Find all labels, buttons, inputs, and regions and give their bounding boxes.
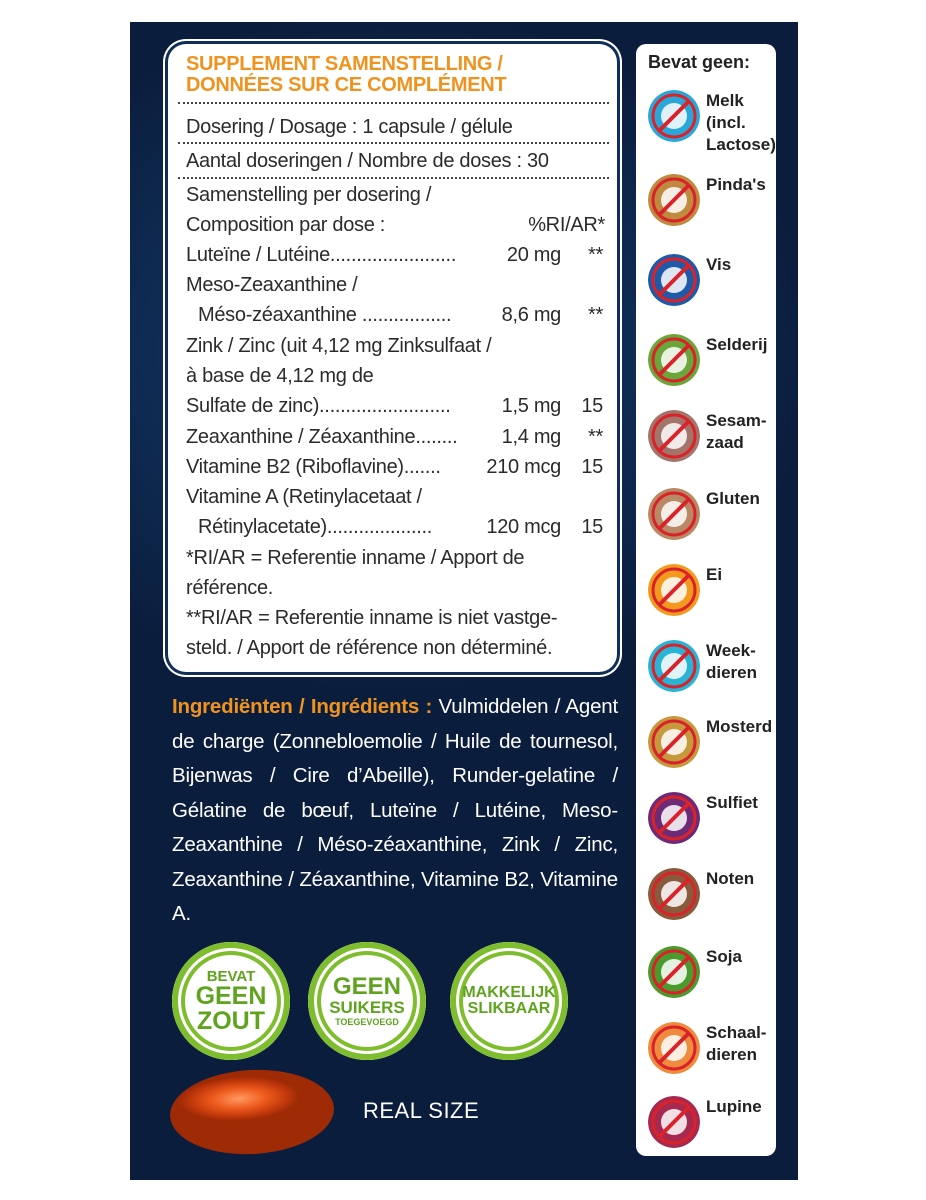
nutrient-ri: ** xyxy=(588,244,603,266)
allergen-panel xyxy=(636,44,776,1156)
composition-heading-text: Composition par dose : xyxy=(186,214,386,236)
allergen-label: Selderij xyxy=(706,335,768,354)
supplement-title xyxy=(186,54,605,96)
ri-header: %RI/AR* xyxy=(528,214,605,236)
nutrient-row xyxy=(186,274,605,296)
allergen-item xyxy=(648,1022,772,1078)
allergen-item xyxy=(648,868,772,924)
nutrient-label: Luteïne / Lutéine........................ xyxy=(186,244,457,266)
allergen-item xyxy=(648,946,772,1002)
nutrient-amount: 1,4 mg xyxy=(501,426,561,448)
badge-line: GEEN xyxy=(195,981,267,1010)
allergen-item xyxy=(648,564,772,620)
allergen-label: Week- dieren xyxy=(706,641,758,682)
allergen-label: Soja xyxy=(706,947,742,966)
nutrient-row xyxy=(186,304,605,326)
nutrient-ri: ** xyxy=(588,426,603,448)
divider xyxy=(178,102,609,104)
badge-line: MAKKELIJK xyxy=(462,984,556,1001)
nutrient-amount: 120 mcg xyxy=(486,516,561,538)
nutrient-label: Zink / Zinc (uit 4,12 mg Zinksulfaat / xyxy=(186,335,492,357)
doses-row: Aantal doseringen / Nombre de doses : 30 xyxy=(186,150,549,172)
milk-icon xyxy=(648,90,700,142)
allergen-item xyxy=(648,90,776,154)
footnote-1-cont: référence. xyxy=(186,577,274,599)
nutrient-label: Méso-zéaxanthine ................. xyxy=(198,304,452,326)
shellfish-icon xyxy=(648,640,700,692)
allergen-item xyxy=(648,640,772,696)
nutrient-label: Vitamine B2 (Riboflavine)....... xyxy=(186,456,441,478)
allergen-item xyxy=(648,174,772,230)
nuts-icon xyxy=(648,868,700,920)
egg-icon xyxy=(648,564,700,616)
allergen-label: Melk (incl. Lactose) xyxy=(706,91,776,154)
mustard-icon xyxy=(648,716,700,768)
no-added-sugar-badge xyxy=(308,942,426,1060)
nutrient-amount: 8,6 mg xyxy=(501,304,561,326)
badge-line: TOEGEVOEGD xyxy=(335,1017,399,1027)
badge-line: GEEN xyxy=(332,973,401,1000)
supplement-title-line2: DONNÉES SUR CE COMPLÉMENT xyxy=(186,74,507,96)
nutrient-label: Rétinylacetate).................... xyxy=(198,516,433,538)
easy-to-swallow-badge xyxy=(450,942,568,1060)
badge-line: ZOUT xyxy=(196,1006,266,1035)
fish-icon xyxy=(648,254,700,306)
peanut-icon xyxy=(648,174,700,226)
badge-line: SUIKERS xyxy=(329,998,405,1017)
real-size-label: REAL SIZE xyxy=(363,1098,480,1123)
nutrient-row xyxy=(186,335,605,357)
crab-icon xyxy=(648,1022,700,1074)
no-salt-badge xyxy=(172,942,290,1060)
nutrient-row xyxy=(186,486,605,508)
supplement-facts-box xyxy=(168,44,617,672)
sulphite-icon xyxy=(648,792,700,844)
allergen-title: Bevat geen: xyxy=(648,52,751,72)
ingredients-text xyxy=(172,690,618,932)
divider xyxy=(178,142,609,144)
allergen-label: Sulfiet xyxy=(706,793,758,812)
nutrient-label: à base de 4,12 mg de xyxy=(186,365,374,387)
nutrient-row xyxy=(186,426,605,448)
lupine-icon xyxy=(648,1096,700,1148)
nutrient-label: Vitamine A (Retinylacetaat / xyxy=(186,486,422,508)
allergen-item xyxy=(648,334,772,390)
composition-heading-2 xyxy=(186,214,605,236)
allergen-label: Mosterd xyxy=(706,717,773,736)
allergen-item xyxy=(648,792,772,848)
ingredients-list: Vulmiddelen / Agent de charge (Zonnebloemolie / Huile de tournesol, Bijenwas / Cire d’Abeille), Runder-gelatine / Gélatine de bœuf, Luteïne / Lutéine, Meso-Zeaxanthine / Méso-zéaxanthine, Zink / Zinc, Zeaxanthine / Zéaxanthine, Vitamine B2, Vitamine A. xyxy=(172,695,619,925)
nutrient-row xyxy=(186,244,605,266)
nutrient-amount: 20 mg xyxy=(506,244,561,266)
nutrient-label: Meso-Zeaxanthine / xyxy=(186,274,358,296)
composition-heading-1: Samenstelling per dosering / xyxy=(186,184,432,206)
allergen-item xyxy=(648,488,772,544)
allergen-label: Noten xyxy=(706,869,755,888)
divider xyxy=(178,177,609,179)
allergen-label: Sesam- zaad xyxy=(706,411,767,452)
allergen-item xyxy=(648,254,772,310)
allergen-item xyxy=(648,1096,772,1152)
footnote-1: *RI/AR = Referentie inname / Apport de xyxy=(186,547,525,569)
allergen-label: Vis xyxy=(706,255,732,274)
nutrient-amount: 1,5 mg xyxy=(501,395,561,417)
allergen-label: Gluten xyxy=(706,489,760,508)
wheat-icon xyxy=(648,488,700,540)
nutrient-ri: 15 xyxy=(581,395,603,417)
nutrient-label: Zeaxanthine / Zéaxanthine........ xyxy=(186,426,458,448)
footnote-2-cont: steld. / Apport de référence non déterminé. xyxy=(186,637,553,659)
sesame-icon xyxy=(648,410,700,462)
nutrient-row xyxy=(186,456,605,478)
dosage-row: Dosering / Dosage : 1 capsule / gélule xyxy=(186,116,513,138)
nutrient-label: Sulfate de zinc)......................... xyxy=(186,395,451,417)
supplement-title-line1: SUPPLEMENT SAMENSTELLING / xyxy=(186,53,503,75)
soy-icon xyxy=(648,946,700,998)
badge-line: BEVAT xyxy=(206,967,256,985)
allergen-label: Lupine xyxy=(706,1097,762,1116)
nutrient-ri: 15 xyxy=(581,456,603,478)
allergen-label: Pinda's xyxy=(706,175,766,194)
badge-line: SLIKBAAR xyxy=(467,1000,551,1017)
nutrient-ri: 15 xyxy=(581,516,603,538)
ingredients-label: Ingrediënten / Ingrédients : xyxy=(172,695,433,718)
allergen-label: Schaal- dieren xyxy=(706,1023,767,1064)
nutrient-ri: ** xyxy=(588,304,603,326)
nutrient-amount: 210 mcg xyxy=(486,456,561,478)
nutrient-row xyxy=(186,516,605,538)
nutrient-row xyxy=(186,395,605,417)
allergen-item xyxy=(648,410,772,466)
footnote-2: **RI/AR = Referentie inname is niet vastge- xyxy=(186,607,558,629)
allergen-label: Ei xyxy=(706,565,723,584)
nutrient-row xyxy=(186,365,605,387)
allergen-item xyxy=(648,716,772,772)
celery-icon xyxy=(648,334,700,386)
